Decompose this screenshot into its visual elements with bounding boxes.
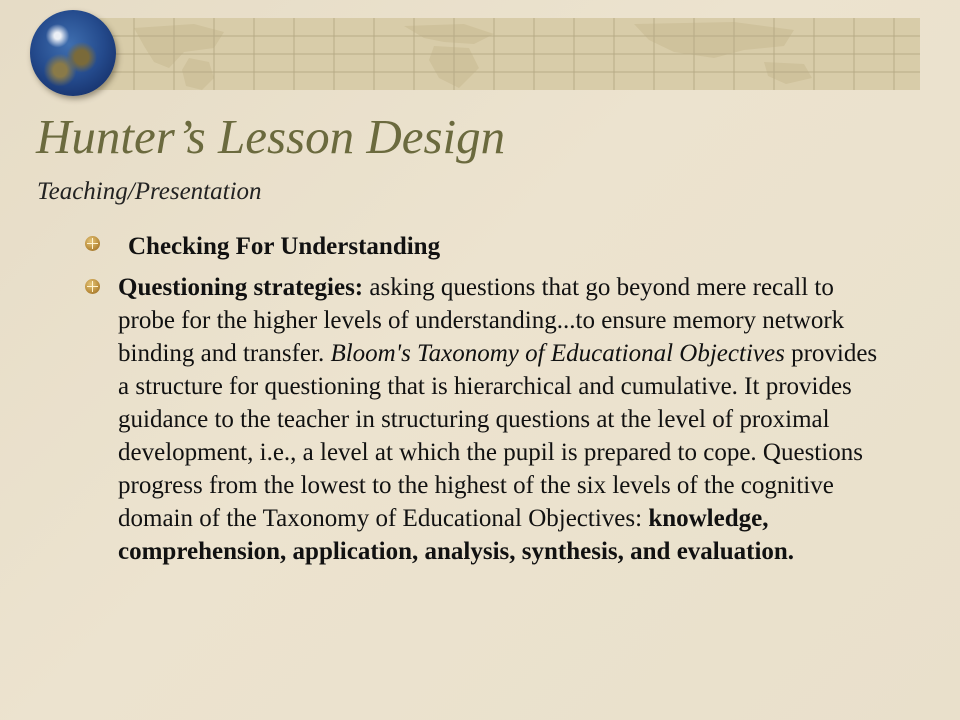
compass-bullet-icon (85, 279, 100, 294)
bullet-text-checking: Checking For Understanding (128, 233, 441, 260)
bullet-item-questioning (82, 271, 882, 568)
globe-icon (30, 10, 116, 96)
compass-bullet-icon (85, 236, 100, 251)
questioning-text-b: provides a structure for questioning that is hierarchical and cumulative. It provides guidance to the teacher in structuring questions at the level of proximal development, i.e., a level at which the pupil is prepared to cope. Questions progress from the lowest to the highest of the six levels of the cognitive domain of the Taxonomy of Educational Objectives: (118, 340, 878, 532)
cognitive-levels: knowledge, comprehension, application, analysis, synthesis, and evaluation. (118, 505, 795, 565)
bullet-text-questioning (118, 271, 888, 568)
bloom-taxonomy-title: Bloom's Taxonomy of Educational Objectives (330, 340, 785, 367)
world-map-banner (74, 18, 920, 90)
questioning-text-a: asking questions that go beyond mere recall to probe for the higher levels of understanding...to ensure memory network binding and transfer. (118, 274, 845, 367)
slide-subtitle: Teaching/Presentation (37, 178, 262, 205)
bullet-item-checking (82, 228, 882, 265)
questioning-lead: Questioning strategies: (118, 274, 364, 301)
slide-title: Hunter’s Lesson Design (36, 109, 506, 164)
bullet-list (82, 228, 882, 574)
